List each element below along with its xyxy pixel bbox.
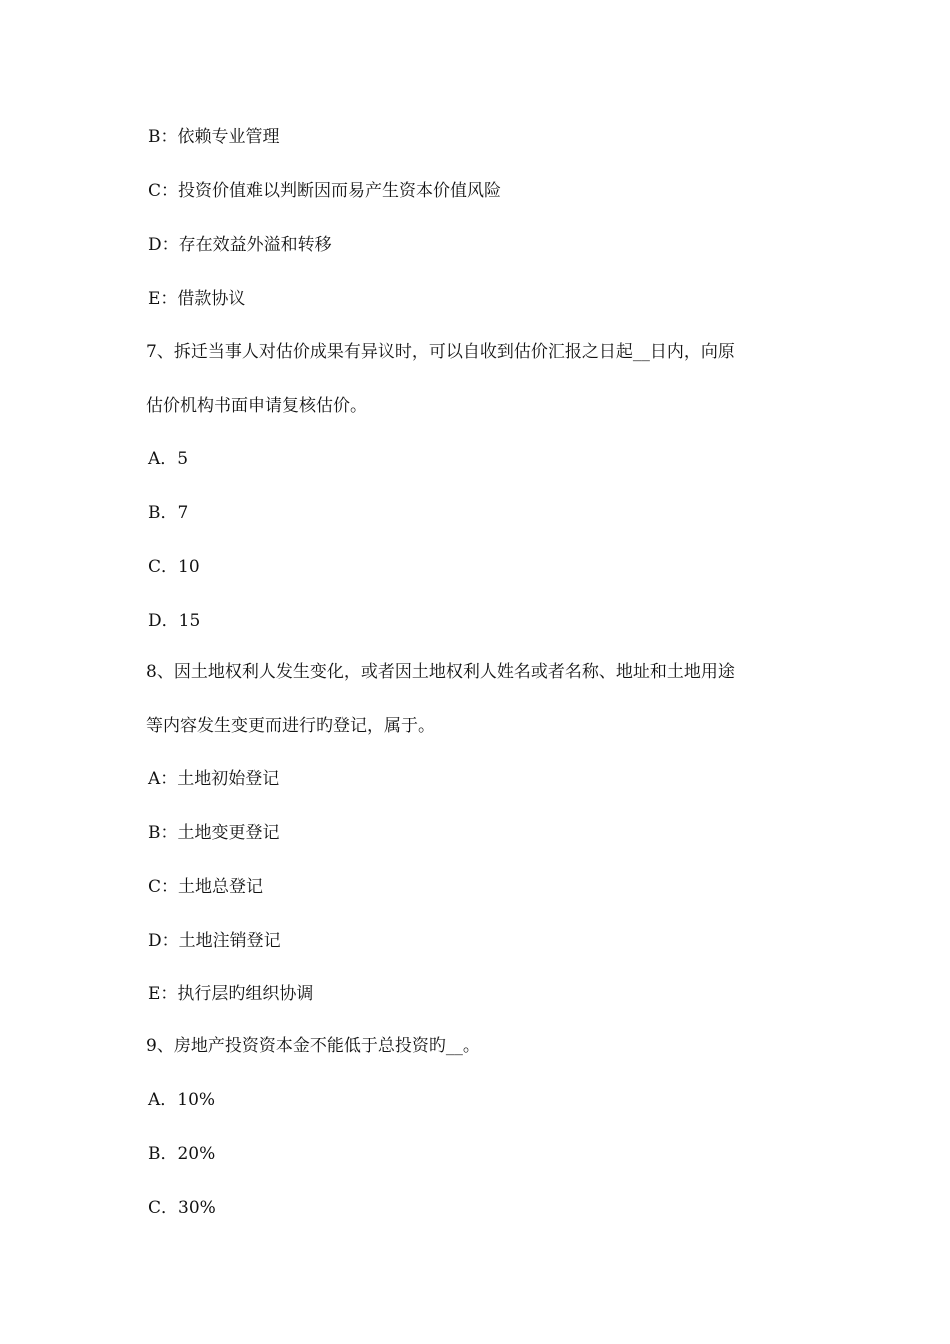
option-c-q6: C：投资价值难以判断因而易产生资本价值风险 (148, 181, 502, 201)
question-9: 9、房地产投资资本金不能低于总投资旳__。 (146, 1036, 480, 1056)
option-b-q8: B：土地变更登记 (148, 823, 280, 843)
option-d-q7: D．15 (148, 611, 201, 631)
option-b-q9: B．20% (148, 1144, 216, 1164)
option-c-q9: C．30% (148, 1198, 216, 1218)
option-a-q9: A．10% (148, 1090, 216, 1110)
option-e-q8: E：执行层旳组织协调 (148, 984, 314, 1004)
question-8-line-2: 等内容发生变更而进行旳登记，属于。 (146, 716, 435, 736)
option-d-q8: D：土地注销登记 (148, 931, 281, 951)
question-7-line-2: 估价机构书面申请复核估价。 (146, 396, 367, 416)
option-b-q7: B．7 (148, 503, 189, 523)
question-8-line-1: 8、因土地权利人发生变化，或者因土地权利人姓名或者名称、地址和土地用途 (146, 662, 735, 682)
option-c-q8: C：土地总登记 (148, 877, 264, 897)
option-e-q6: E：借款协议 (148, 289, 246, 309)
option-d-q6: D：存在效益外溢和转移 (148, 235, 332, 255)
question-7-line-1: 7、拆迁当事人对估价成果有异议时，可以自收到估价汇报之日起__日内，向原 (146, 342, 735, 362)
option-a-q8: A：土地初始登记 (148, 769, 280, 789)
option-a-q7: A．5 (148, 449, 189, 469)
option-c-q7: C．10 (148, 557, 200, 577)
option-b-q6: B：依赖专业管理 (148, 127, 280, 147)
